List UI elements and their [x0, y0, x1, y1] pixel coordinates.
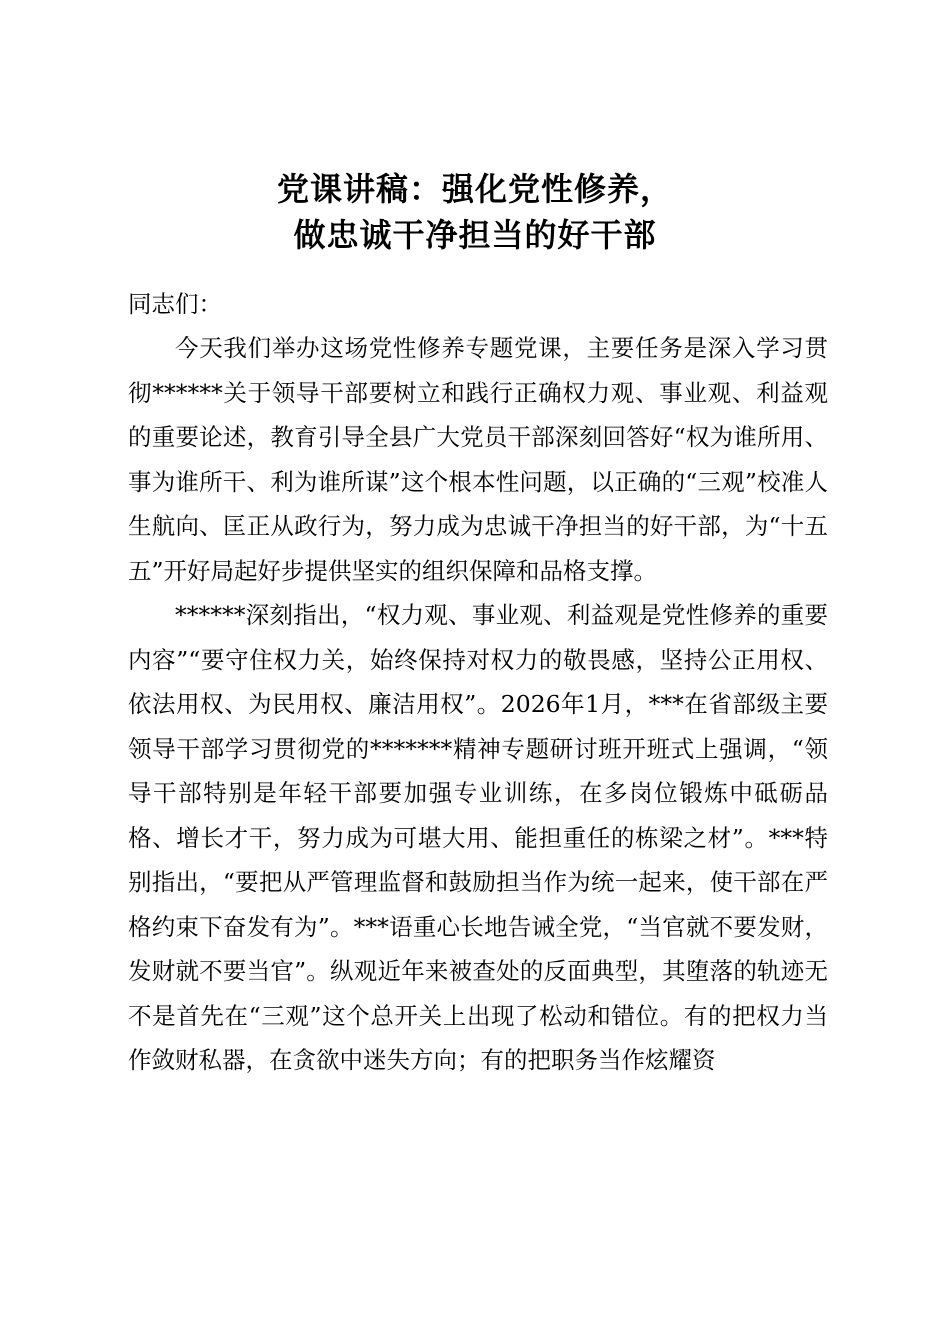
- title-line-1: 党课讲稿：强化党性修养，: [276, 170, 673, 208]
- document-body: [128, 282, 828, 1083]
- salutation: 同志们：: [128, 290, 222, 318]
- title-line-2: 做忠诚干净担当的好干部: [293, 216, 657, 254]
- paragraph-intro: 今天我们举办这场党性修养专题党课，主要任务是深入学习贯彻******关于领导干部要树立和践行正确权力观、事业观、利益观的重要论述，教育引导全县广大党员干部深刻回答好“权为谁所用、事为谁所干、利为谁所谋”这个根本性问题，以正确的“三观”校准人生航向、匡正从政行为，努力成为忠诚干净担当的好干部，为“十五五”开好局起好步提供坚实的组织保障和品格支撑。: [128, 334, 828, 585]
- document-title: [0, 166, 950, 258]
- paragraph-quotes: ******深刻指出，“权力观、事业观、利益观是党性修养的重要内容”“要守住权力关，始终保持对权力的敬畏感，坚持公正用权、依法用权、为民用权、廉洁用权”。2026年1月，***在省部级主要领导干部学习贯彻党的*******精神专题研讨班开班式上强调，“领导干部特别是年轻干部要加强专业训练，在多岗位锻炼中砥砺品格、增长才干，努力成为可堪大用、能担重任的栋梁之材”。***特别指出，“要把从严管理监督和鼓励担当作为统一起来，使干部在严格约束下奋发有为”。***语重心长地告诫全党，“当官就不要发财，发财就不要当官”。纵观近年来被查处的反面典型，其堕落的轨迹无不是首先在“三观”这个总开关上出现了松动和错位。有的把权力当作敛财私器，在贪欲中迷失方向；有的把职务当作炫耀资: [128, 601, 828, 1074]
